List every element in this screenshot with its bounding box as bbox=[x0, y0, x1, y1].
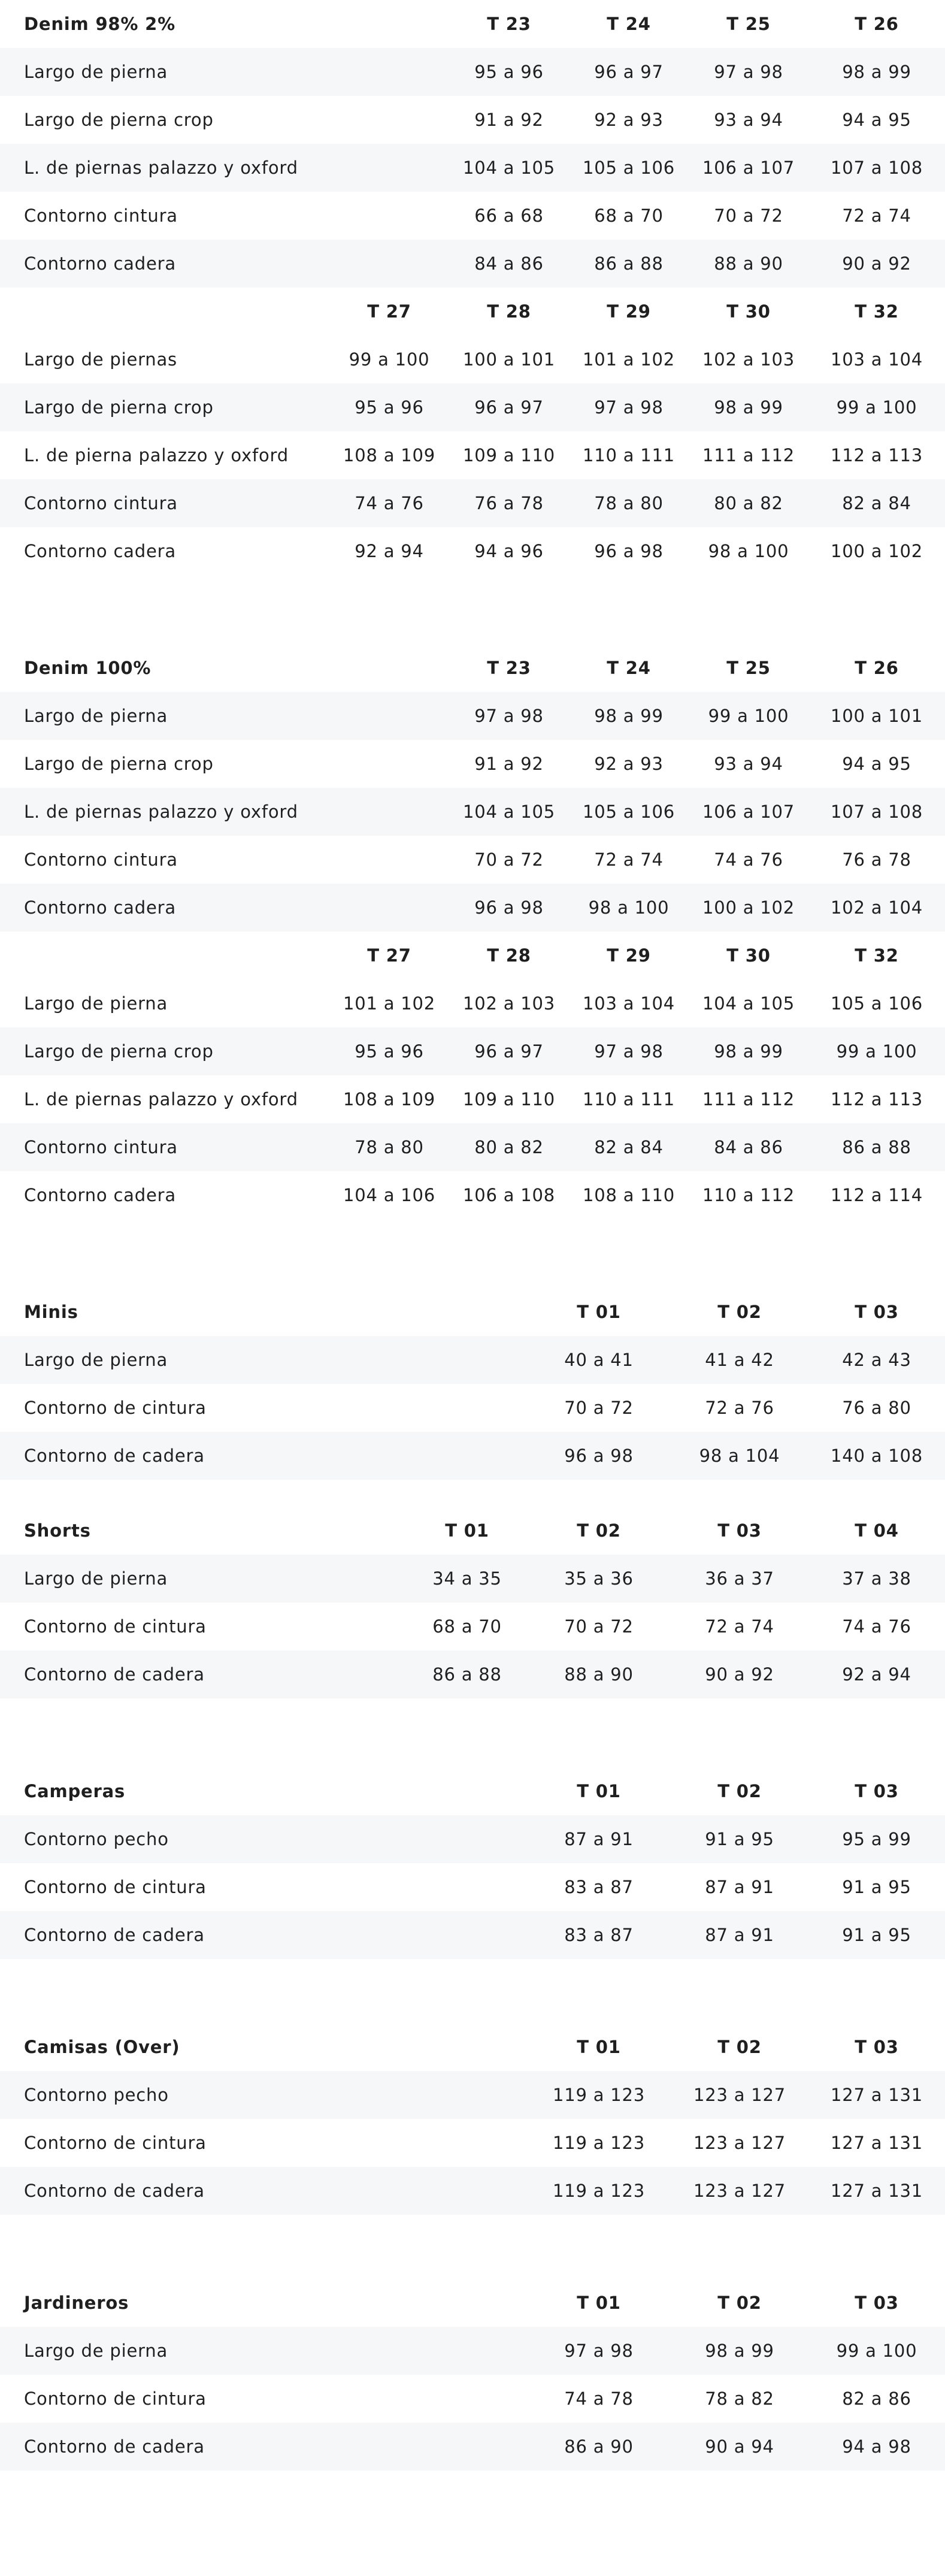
section-title: Jardineros bbox=[24, 2293, 129, 2313]
measurement-label: Contorno pecho bbox=[0, 2071, 527, 2119]
size-header-cell: T 23 bbox=[487, 658, 531, 678]
size-value-cell: 100 a 102 bbox=[830, 541, 923, 561]
measurement-label: Largo de pierna crop bbox=[0, 383, 329, 431]
measurement-label: Contorno cintura bbox=[24, 205, 178, 226]
size-value-cell: 93 a 94 bbox=[714, 754, 783, 774]
size-value-cell: 74 a 76 bbox=[842, 1616, 911, 1637]
table-row bbox=[0, 1384, 945, 1432]
table-row bbox=[0, 836, 945, 884]
table-row bbox=[0, 192, 945, 240]
size-value-cell: 96 a 97 bbox=[449, 383, 569, 431]
size-header-cell: T 01 bbox=[577, 2037, 621, 2057]
size-value-cell: 110 a 111 bbox=[582, 1089, 676, 1109]
table-row bbox=[0, 240, 945, 288]
size-value-cell: 86 a 88 bbox=[808, 1123, 945, 1171]
measurement-label: Contorno cintura bbox=[0, 479, 329, 527]
size-value-cell: 104 a 105 bbox=[702, 993, 795, 1014]
measurement-label: Largo de pierna bbox=[0, 692, 329, 740]
size-value-cell: 107 a 108 bbox=[808, 788, 945, 836]
size-value-cell: 123 a 127 bbox=[693, 2133, 786, 2153]
size-value-cell: 100 a 101 bbox=[808, 692, 945, 740]
section-title: Denim 98% 2% bbox=[24, 14, 175, 34]
size-value-cell: 87 a 91 bbox=[527, 1815, 671, 1863]
size-value-cell: 94 a 95 bbox=[842, 754, 911, 774]
size-value-cell: 40 a 41 bbox=[527, 1336, 671, 1384]
size-value-cell: 105 a 106 bbox=[569, 144, 689, 192]
size-value-cell: 83 a 87 bbox=[527, 1911, 671, 1959]
table-row bbox=[0, 1603, 945, 1650]
table-header-row bbox=[0, 2023, 945, 2071]
size-value-cell: 97 a 98 bbox=[569, 383, 689, 431]
size-value-cell: 35 a 36 bbox=[527, 1555, 671, 1603]
size-header-cell: T 26 bbox=[855, 658, 899, 678]
section-title: Denim 100% bbox=[24, 658, 152, 678]
size-header-cell: T 25 bbox=[726, 658, 771, 678]
size-value-cell: 37 a 38 bbox=[808, 1555, 945, 1603]
size-header-cell: T 01 bbox=[577, 1781, 621, 1801]
size-value-cell: 72 a 74 bbox=[705, 1616, 774, 1637]
size-value-cell: 68 a 70 bbox=[432, 1616, 502, 1637]
table-row bbox=[0, 144, 945, 192]
size-value-cell: 105 a 106 bbox=[830, 993, 923, 1014]
measurement-label: Largo de pierna bbox=[24, 993, 168, 1014]
measurement-label: Largo de pierna bbox=[0, 2327, 527, 2375]
size-value-cell: 92 a 93 bbox=[594, 754, 664, 774]
size-value-cell: 98 a 99 bbox=[808, 48, 945, 96]
table-header-row bbox=[0, 1507, 945, 1555]
size-value-cell: 90 a 92 bbox=[808, 240, 945, 288]
size-value-cell: 96 a 97 bbox=[569, 48, 689, 96]
table-row bbox=[0, 479, 945, 527]
size-header-cell: T 30 bbox=[726, 945, 771, 966]
size-header-cell: T 03 bbox=[717, 1520, 762, 1541]
size-value-cell: 102 a 103 bbox=[702, 349, 795, 370]
size-header-cell: T 28 bbox=[487, 945, 531, 966]
measurement-label: Contorno de cadera bbox=[0, 1911, 527, 1959]
measurement-label: Contorno de cintura bbox=[24, 2133, 207, 2153]
table-row bbox=[0, 2167, 945, 2215]
measurement-label: L. de piernas palazzo y oxford bbox=[24, 1089, 298, 1109]
size-value-cell: 70 a 72 bbox=[564, 1616, 634, 1637]
section-spacer bbox=[0, 1219, 945, 1288]
size-value-cell: 123 a 127 bbox=[671, 2167, 808, 2215]
size-value-cell: 83 a 87 bbox=[564, 1877, 634, 1897]
size-header-cell: T 03 bbox=[855, 2037, 899, 2057]
measurement-label: Contorno de cintura bbox=[24, 1616, 207, 1637]
measurement-label: Largo de pierna crop bbox=[24, 754, 214, 774]
table-row bbox=[0, 1336, 945, 1384]
size-value-cell: 76 a 80 bbox=[842, 1398, 911, 1418]
size-value-cell bbox=[329, 192, 449, 240]
table-header-row bbox=[0, 1288, 945, 1336]
size-value-cell: 95 a 96 bbox=[329, 383, 449, 431]
table-row bbox=[0, 1432, 945, 1480]
table-row bbox=[0, 1123, 945, 1171]
size-value-cell: 99 a 100 bbox=[349, 349, 430, 370]
table-row bbox=[0, 383, 945, 431]
measurement-label: Contorno de cintura bbox=[24, 1877, 207, 1897]
size-header-cell: T 03 bbox=[855, 1781, 899, 1801]
size-table bbox=[0, 1288, 945, 1480]
size-value-cell: 93 a 94 bbox=[714, 110, 783, 130]
size-value-cell: 96 a 98 bbox=[594, 541, 664, 561]
table-row bbox=[0, 2375, 945, 2423]
size-value-cell: 86 a 90 bbox=[527, 2423, 671, 2471]
measurement-label: L. de pierna palazzo y oxford bbox=[24, 445, 289, 465]
size-value-cell: 108 a 109 bbox=[343, 445, 436, 465]
size-value-cell: 90 a 94 bbox=[671, 2423, 808, 2471]
size-value-cell: 110 a 111 bbox=[582, 445, 676, 465]
size-header-cell: T 02 bbox=[717, 1781, 762, 1801]
section-title: Shorts bbox=[24, 1520, 91, 1541]
measurement-label: Contorno de cadera bbox=[0, 2167, 527, 2215]
size-value-cell: 104 a 105 bbox=[449, 144, 569, 192]
size-value-cell: 99 a 100 bbox=[689, 692, 808, 740]
size-value-cell: 127 a 131 bbox=[808, 2167, 945, 2215]
size-header-cell: T 28 bbox=[487, 301, 531, 322]
size-table bbox=[0, 644, 945, 1219]
size-value-cell: 94 a 95 bbox=[842, 110, 911, 130]
size-value-cell bbox=[329, 144, 449, 192]
size-header-cell: T 32 bbox=[855, 301, 899, 322]
measurement-label: L. de piernas palazzo y oxford bbox=[0, 788, 329, 836]
size-value-cell bbox=[329, 692, 449, 740]
size-header-cell: T 01 bbox=[577, 2293, 621, 2313]
size-value-cell: 112 a 113 bbox=[830, 1089, 923, 1109]
size-header-cell: T 02 bbox=[717, 1302, 762, 1322]
size-value-cell: 95 a 99 bbox=[808, 1815, 945, 1863]
size-value-cell bbox=[329, 96, 449, 144]
size-value-cell: 86 a 88 bbox=[407, 1650, 527, 1698]
size-value-cell: 140 a 108 bbox=[808, 1432, 945, 1480]
section-title bbox=[0, 932, 329, 979]
size-value-cell: 72 a 74 bbox=[594, 849, 664, 870]
measurement-label: Contorno de cadera bbox=[0, 2423, 527, 2471]
size-value-cell: 70 a 72 bbox=[474, 849, 544, 870]
size-value-cell: 100 a 102 bbox=[689, 884, 808, 932]
size-header-cell: T 03 bbox=[855, 2293, 899, 2313]
size-value-cell: 88 a 90 bbox=[527, 1650, 671, 1698]
size-value-cell: 112 a 114 bbox=[830, 1185, 923, 1205]
size-value-cell: 96 a 98 bbox=[449, 884, 569, 932]
section-spacer bbox=[0, 1698, 945, 1767]
table-row bbox=[0, 1075, 945, 1123]
size-value-cell: 111 a 112 bbox=[702, 1089, 795, 1109]
size-value-cell: 91 a 95 bbox=[808, 1911, 945, 1959]
size-value-cell: 66 a 68 bbox=[474, 205, 544, 226]
size-value-cell bbox=[329, 740, 449, 788]
table-row bbox=[0, 1650, 945, 1698]
size-value-cell: 111 a 112 bbox=[702, 445, 795, 465]
table-row bbox=[0, 1171, 945, 1219]
table-row bbox=[0, 1027, 945, 1075]
size-value-cell: 119 a 123 bbox=[552, 2133, 646, 2153]
measurement-label: Contorno cintura bbox=[24, 849, 178, 870]
size-header-cell: T 27 bbox=[367, 301, 411, 322]
section-title: Minis bbox=[24, 1302, 78, 1322]
size-value-cell bbox=[329, 240, 449, 288]
size-value-cell: 34 a 35 bbox=[407, 1555, 527, 1603]
size-value-cell: 119 a 123 bbox=[527, 2167, 671, 2215]
table-row bbox=[0, 2423, 945, 2471]
size-value-cell: 82 a 84 bbox=[808, 479, 945, 527]
size-header-cell: T 25 bbox=[726, 14, 771, 34]
size-value-cell: 119 a 123 bbox=[527, 2071, 671, 2119]
size-value-cell: 92 a 94 bbox=[808, 1650, 945, 1698]
size-value-cell: 98 a 100 bbox=[708, 541, 789, 561]
section-spacer bbox=[0, 575, 945, 644]
table-header-row bbox=[0, 1767, 945, 1815]
size-value-cell: 82 a 86 bbox=[842, 2388, 911, 2409]
size-value-cell: 76 a 78 bbox=[842, 849, 911, 870]
table-header-row bbox=[0, 2279, 945, 2327]
size-value-cell: 96 a 97 bbox=[449, 1027, 569, 1075]
size-header-cell: T 32 bbox=[855, 945, 899, 966]
size-value-cell: 90 a 92 bbox=[671, 1650, 808, 1698]
table-header-row bbox=[0, 0, 945, 48]
table-row bbox=[0, 979, 945, 1027]
size-value-cell: 106 a 107 bbox=[689, 788, 808, 836]
measurement-label: Contorno cintura bbox=[0, 1123, 329, 1171]
size-value-cell: 68 a 70 bbox=[594, 205, 664, 226]
size-value-cell: 72 a 76 bbox=[705, 1398, 774, 1418]
size-value-cell: 103 a 104 bbox=[830, 349, 923, 370]
table-header-row bbox=[0, 932, 945, 979]
size-value-cell: 96 a 98 bbox=[527, 1432, 671, 1480]
table-row bbox=[0, 1863, 945, 1911]
size-value-cell: 74 a 76 bbox=[714, 849, 783, 870]
size-value-cell: 74 a 76 bbox=[329, 479, 449, 527]
table-row bbox=[0, 2071, 945, 2119]
size-value-cell: 91 a 92 bbox=[474, 110, 544, 130]
size-header-cell: T 24 bbox=[607, 658, 651, 678]
size-value-cell: 98 a 99 bbox=[569, 692, 689, 740]
measurement-label: Largo de pierna crop bbox=[24, 110, 214, 130]
section-title bbox=[0, 288, 329, 335]
measurement-label: Largo de pierna bbox=[0, 1555, 407, 1603]
size-value-cell: 78 a 82 bbox=[705, 2388, 774, 2409]
measurement-label: Largo de pierna crop bbox=[0, 1027, 329, 1075]
size-value-cell: 98 a 104 bbox=[671, 1432, 808, 1480]
table-header-row bbox=[0, 288, 945, 335]
table-row bbox=[0, 1555, 945, 1603]
table-row bbox=[0, 2327, 945, 2375]
size-value-cell: 102 a 103 bbox=[462, 993, 556, 1014]
size-value-cell: 109 a 110 bbox=[462, 445, 556, 465]
size-value-cell: 78 a 80 bbox=[329, 1123, 449, 1171]
size-value-cell: 91 a 95 bbox=[842, 1877, 911, 1897]
table-row bbox=[0, 431, 945, 479]
table-row bbox=[0, 692, 945, 740]
size-header-cell: T 02 bbox=[717, 2293, 762, 2313]
size-value-cell: 97 a 98 bbox=[527, 2327, 671, 2375]
size-header-cell: T 29 bbox=[607, 301, 651, 322]
section-spacer bbox=[0, 2215, 945, 2279]
table-row bbox=[0, 788, 945, 836]
size-value-cell: 91 a 95 bbox=[671, 1815, 808, 1863]
size-value-cell: 95 a 96 bbox=[449, 48, 569, 96]
size-value-cell: 107 a 108 bbox=[808, 144, 945, 192]
size-value-cell: 41 a 42 bbox=[671, 1336, 808, 1384]
size-value-cell: 102 a 104 bbox=[808, 884, 945, 932]
size-value-cell bbox=[329, 48, 449, 96]
size-value-cell: 98 a 99 bbox=[689, 383, 808, 431]
measurement-label: Contorno pecho bbox=[0, 1815, 527, 1863]
size-value-cell: 87 a 91 bbox=[705, 1877, 774, 1897]
size-header-cell bbox=[329, 0, 449, 48]
measurement-label: Contorno cadera bbox=[0, 240, 329, 288]
size-value-cell: 80 a 82 bbox=[689, 479, 808, 527]
size-value-cell: 78 a 80 bbox=[569, 479, 689, 527]
size-value-cell: 70 a 72 bbox=[714, 205, 783, 226]
measurement-label: Contorno de cintura bbox=[24, 1398, 207, 1418]
size-value-cell: 105 a 106 bbox=[569, 788, 689, 836]
size-table bbox=[0, 1507, 945, 1698]
section-spacer bbox=[0, 1959, 945, 2023]
size-value-cell: 106 a 108 bbox=[462, 1185, 556, 1205]
size-value-cell: 98 a 100 bbox=[569, 884, 689, 932]
size-value-cell: 127 a 131 bbox=[808, 2071, 945, 2119]
size-value-cell: 98 a 99 bbox=[671, 2327, 808, 2375]
size-value-cell: 104 a 105 bbox=[449, 788, 569, 836]
table-row bbox=[0, 884, 945, 932]
section-spacer bbox=[0, 1480, 945, 1507]
size-header-cell: T 24 bbox=[607, 14, 651, 34]
size-header-cell: T 04 bbox=[855, 1520, 899, 1541]
size-value-cell: 97 a 98 bbox=[689, 48, 808, 96]
size-value-cell: 72 a 74 bbox=[842, 205, 911, 226]
size-value-cell: 108 a 109 bbox=[343, 1089, 436, 1109]
size-value-cell: 98 a 99 bbox=[689, 1027, 808, 1075]
size-value-cell bbox=[329, 836, 449, 884]
measurement-label: Largo de pierna bbox=[0, 1336, 527, 1384]
size-value-cell: 109 a 110 bbox=[462, 1089, 556, 1109]
size-value-cell: 108 a 110 bbox=[582, 1185, 676, 1205]
size-header-cell: T 27 bbox=[367, 945, 411, 966]
size-value-cell: 82 a 84 bbox=[569, 1123, 689, 1171]
size-value-cell: 92 a 93 bbox=[594, 110, 664, 130]
table-header-row bbox=[0, 644, 945, 692]
size-value-cell: 104 a 106 bbox=[343, 1185, 436, 1205]
measurement-label: Contorno de cintura bbox=[24, 2388, 207, 2409]
size-value-cell: 99 a 100 bbox=[808, 383, 945, 431]
size-value-cell: 42 a 43 bbox=[808, 1336, 945, 1384]
size-value-cell: 101 a 102 bbox=[582, 349, 676, 370]
measurement-label: Contorno de cadera bbox=[0, 1432, 527, 1480]
size-value-cell: 91 a 92 bbox=[474, 754, 544, 774]
size-header-cell: T 03 bbox=[855, 1302, 899, 1322]
size-header-cell: T 30 bbox=[726, 301, 771, 322]
size-value-cell: 100 a 101 bbox=[462, 349, 556, 370]
size-value-cell: 103 a 104 bbox=[582, 993, 676, 1014]
size-table bbox=[0, 2023, 945, 2215]
size-value-cell: 97 a 98 bbox=[569, 1027, 689, 1075]
size-value-cell: 84 a 86 bbox=[449, 240, 569, 288]
section-title: Camperas bbox=[24, 1781, 126, 1801]
measurement-label: Largo de pierna bbox=[0, 48, 329, 96]
size-table bbox=[0, 1767, 945, 1959]
size-header-cell: T 23 bbox=[487, 14, 531, 34]
size-value-cell: 110 a 112 bbox=[702, 1185, 795, 1205]
table-row bbox=[0, 527, 945, 575]
size-value-cell bbox=[329, 788, 449, 836]
size-value-cell: 101 a 102 bbox=[343, 993, 436, 1014]
size-value-cell: 92 a 94 bbox=[355, 541, 424, 561]
table-row bbox=[0, 1815, 945, 1863]
size-table bbox=[0, 0, 945, 575]
size-value-cell: 87 a 91 bbox=[671, 1911, 808, 1959]
size-value-cell: 112 a 113 bbox=[830, 445, 923, 465]
measurement-label: Contorno cadera bbox=[24, 541, 176, 561]
measurement-label: Contorno cadera bbox=[0, 884, 329, 932]
table-row bbox=[0, 2119, 945, 2167]
measurement-label: Contorno de cadera bbox=[0, 1650, 407, 1698]
measurement-label: Largo de piernas bbox=[24, 349, 177, 370]
size-value-cell: 74 a 78 bbox=[564, 2388, 634, 2409]
size-value-cell bbox=[329, 884, 449, 932]
measurement-label: L. de piernas palazzo y oxford bbox=[0, 144, 329, 192]
size-header-cell: T 26 bbox=[855, 14, 899, 34]
measurement-label: Contorno cadera bbox=[24, 1185, 176, 1205]
size-value-cell: 36 a 37 bbox=[671, 1555, 808, 1603]
size-header-cell: T 29 bbox=[607, 945, 651, 966]
table-row bbox=[0, 740, 945, 788]
size-table bbox=[0, 2279, 945, 2471]
size-value-cell: 99 a 100 bbox=[808, 1027, 945, 1075]
size-value-cell: 86 a 88 bbox=[569, 240, 689, 288]
size-header-cell: T 01 bbox=[577, 1302, 621, 1322]
size-value-cell: 99 a 100 bbox=[808, 2327, 945, 2375]
table-row bbox=[0, 96, 945, 144]
size-value-cell: 70 a 72 bbox=[564, 1398, 634, 1418]
section-title: Camisas (Over) bbox=[24, 2037, 180, 2057]
size-header-cell: T 02 bbox=[717, 2037, 762, 2057]
table-row bbox=[0, 48, 945, 96]
size-header-cell: T 02 bbox=[577, 1520, 621, 1541]
table-row bbox=[0, 335, 945, 383]
size-value-cell: 94 a 98 bbox=[808, 2423, 945, 2471]
size-value-cell: 80 a 82 bbox=[449, 1123, 569, 1171]
size-value-cell: 76 a 78 bbox=[449, 479, 569, 527]
size-value-cell: 123 a 127 bbox=[671, 2071, 808, 2119]
size-value-cell: 97 a 98 bbox=[449, 692, 569, 740]
size-header-cell bbox=[329, 644, 449, 692]
table-row bbox=[0, 1911, 945, 1959]
size-value-cell: 94 a 96 bbox=[474, 541, 544, 561]
size-value-cell: 106 a 107 bbox=[689, 144, 808, 192]
size-value-cell: 88 a 90 bbox=[689, 240, 808, 288]
size-value-cell: 95 a 96 bbox=[329, 1027, 449, 1075]
size-value-cell: 84 a 86 bbox=[689, 1123, 808, 1171]
size-header-cell: T 01 bbox=[445, 1520, 489, 1541]
size-value-cell: 127 a 131 bbox=[830, 2133, 923, 2153]
